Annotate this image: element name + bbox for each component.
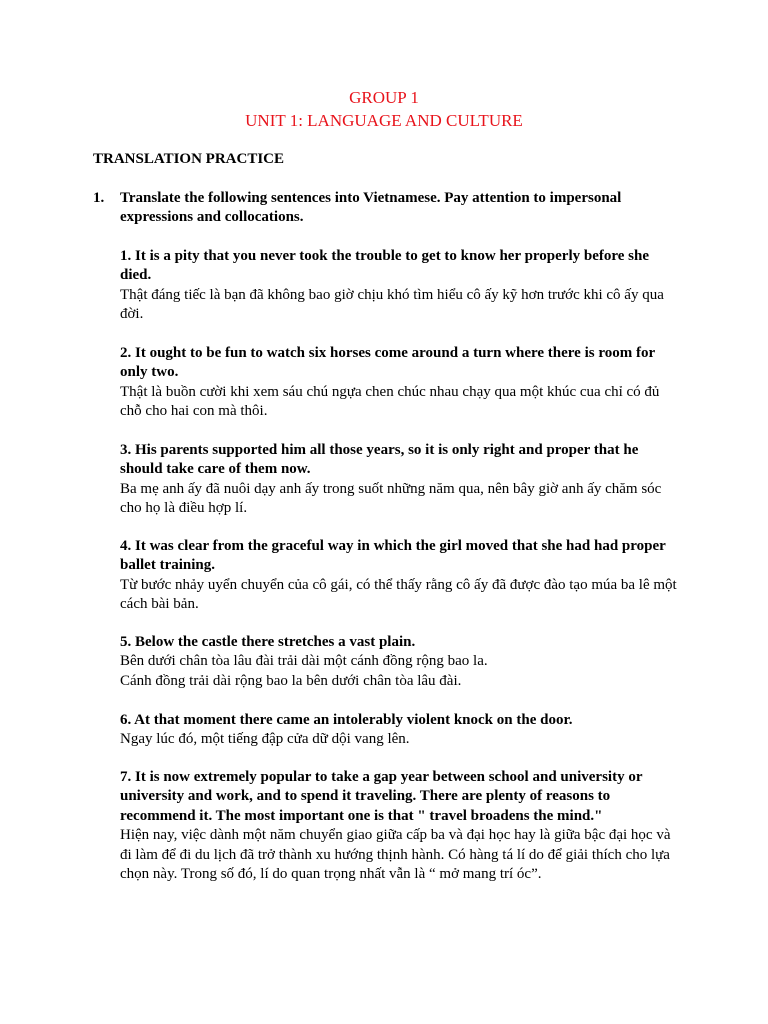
group-title: GROUP 1 [349, 88, 419, 107]
translation-item-3 [120, 441, 680, 519]
vietnamese-translation: Ba mẹ anh ấy đã nuôi dạy anh ấy trong suốt những năm qua, nên bây giờ anh ấy chăm sóc cho họ là điều hợp lí. [120, 480, 662, 517]
exercise-instruction-text: Translate the following sentences into Vietnamese. Pay attention to impersonal expressions and collocations. [120, 190, 622, 226]
translation-item-7 [120, 768, 680, 884]
english-sentence: 4. It was clear from the graceful way in which the girl moved that she had had proper ballet training. [120, 538, 666, 574]
translation-item-4 [120, 537, 680, 615]
translation-item-2 [120, 344, 680, 422]
exercise-number: 1. [93, 190, 105, 206]
unit-title: UNIT 1: LANGUAGE AND CULTURE [245, 111, 523, 130]
vietnamese-translation: Thật là buồn cười khi xem sáu chú ngựa chen chúc nhau chạy qua một khúc cua chỉ có đủ chỗ cho hai con mà thôi. [120, 383, 660, 420]
english-sentence: 3. His parents supported him all those years, so it is only right and proper that he should take care of them now. [120, 442, 639, 478]
vietnamese-translation: Từ bước nhảy uyển chuyển của cô gái, có thể thấy rằng cô ấy đã được đào tạo múa ba lê một cách bài bản. [120, 576, 677, 613]
english-sentence: 7. It is now extremely popular to take a gap year between school and university or university and work, and to spend it traveling. There are plenty of reasons to recommend it. The most important one is that " travel broadens the mind." [120, 769, 643, 824]
english-sentence: 6. At that moment there came an intolerably violent knock on the door. [120, 712, 573, 728]
english-sentence: 1. It is a pity that you never took the trouble to get to know her properly before she died. [120, 248, 650, 284]
vietnamese-translation: Hiện nay, việc dành một năm chuyển giao giữa cấp ba và đại học hay là giữa bậc đại học và đi làm để đi du lịch đã trở thành xu hướng thịnh hành. Có hàng tá lí do để giải thích cho lựa chọn này. Trong số đó, lí do quan trọng nhất vẫn là “ mở mang trí óc”. [120, 827, 671, 883]
translation-item-5 [120, 633, 680, 691]
exercise-instruction [93, 189, 683, 228]
vietnamese-translation: Bên dưới chân tòa lâu đài trải dài một cánh đồng rộng bao la. [120, 653, 488, 670]
english-sentence: 2. It ought to be fun to watch six horses come around a turn where there is room for only two. [120, 345, 655, 381]
section-heading: TRANSLATION PRACTICE [93, 151, 285, 167]
vietnamese-translation-alt: Cánh đồng trải dài rộng bao la bên dưới chân tòa lâu đài. [120, 672, 462, 689]
vietnamese-translation: Thật đáng tiếc là bạn đã không bao giờ chịu khó tìm hiểu cô ấy kỹ hơn trước khi cô ấy qua đời. [120, 286, 664, 323]
vietnamese-translation: Ngay lúc đó, một tiếng đập cửa dữ dội vang lên. [120, 731, 410, 748]
translation-item-6 [120, 711, 680, 750]
translation-item-1 [120, 247, 680, 325]
english-sentence: 5. Below the castle there stretches a vast plain. [120, 634, 416, 650]
